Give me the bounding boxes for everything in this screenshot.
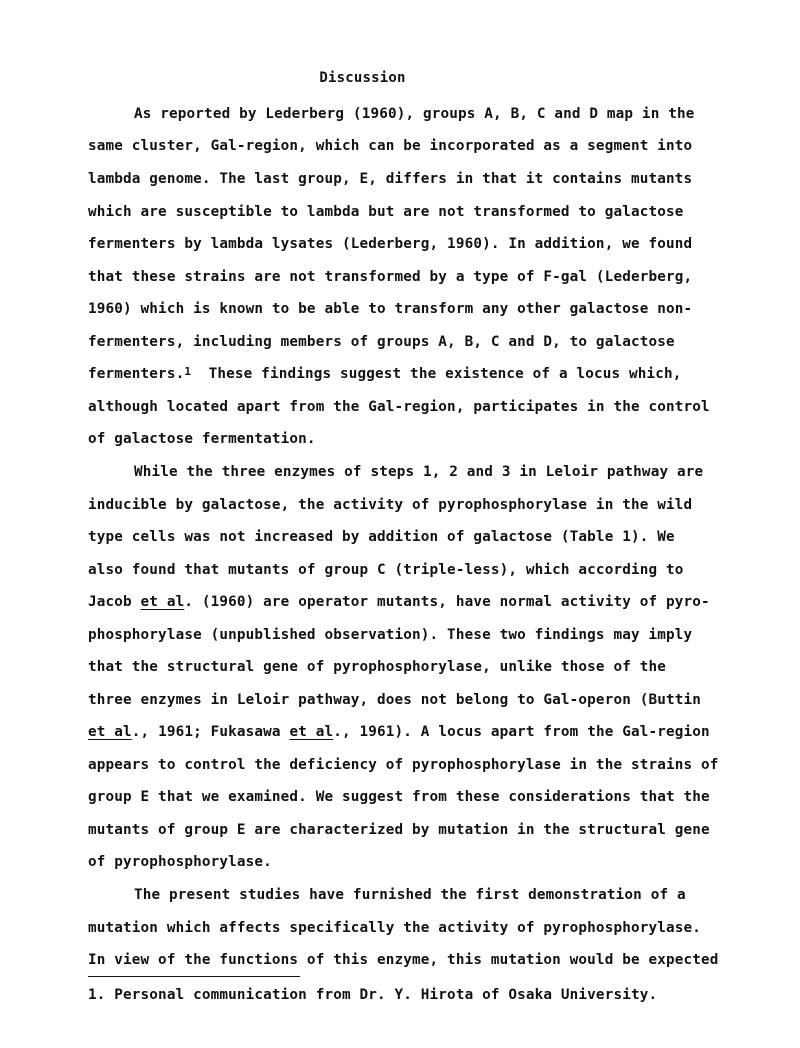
paragraph-1-line-11: of galactose fermentation.: [88, 431, 316, 447]
paragraph-1-line-7: 1960) which is known to be able to transform any other galactose non-: [88, 301, 693, 317]
paragraph-3-line-2: mutation which affects specifically the activity of pyrophosphorylase.: [88, 920, 702, 936]
paragraph-1-line-2: same cluster, Gal-region, which can be incorporated as a segment into: [88, 138, 693, 154]
italic-citation: et al: [289, 724, 334, 740]
paragraph-1-line-9: [88, 366, 682, 382]
paragraph-2-line-7: that the structural gene of pyrophosphorylase, unlike those of the: [88, 659, 666, 675]
paragraph-2-line-8: three enzymes in Leloir pathway, does not belong to Gal-operon (Buttin: [88, 692, 702, 708]
paragraph-2-line-3: type cells was not increased by addition of galactose (Table 1). We: [88, 529, 675, 545]
paragraph-2-line-12: mutants of group E are characterized by mutation in the structural gene: [88, 822, 710, 838]
line-text: Jacob: [88, 594, 141, 610]
paragraph-1-line-1: As reported by Lederberg (1960), groups A, B, C and D map in the: [134, 106, 695, 122]
paragraph-1-line-8: fermenters, including members of groups A, B, C and D, to galactose: [88, 334, 675, 350]
paragraph-1-line-3: lambda genome. The last group, E, differs in that it contains mutants: [88, 171, 693, 187]
paragraph-2-line-2: inducible by galactose, the activity of pyrophosphorylase in the wild: [88, 497, 693, 513]
line-text: These findings suggest the existence of a locus which,: [208, 366, 682, 382]
footnote: 1. Personal communication from Dr. Y. Hirota of Osaka University.: [88, 987, 658, 1003]
line-text: . (1960) are operator mutants, have normal activity of pyro-: [184, 594, 710, 610]
paragraph-2-line-13: of pyrophosphorylase.: [88, 854, 272, 870]
paragraph-2-line-11: group E that we examined. We suggest from these considerations that the: [88, 789, 710, 805]
paragraph-3-line-3: In view of the functions of this enzyme, this mutation would be expected: [88, 952, 719, 968]
line-text: ., 1961). A locus apart from the Gal-region: [333, 724, 710, 740]
paragraph-1-line-5: fermenters by lambda lysates (Lederberg, 1960). In addition, we found: [88, 236, 693, 252]
italic-citation: et al: [140, 594, 185, 610]
line-text: ., 1961; Fukasawa: [131, 724, 290, 740]
paragraph-2-line-5: [88, 594, 710, 610]
paragraph-2-line-4: also found that mutants of group C (triple-less), which according to: [88, 562, 684, 578]
paragraph-1-line-6: that these strains are not transformed by a type of F-gal (Lederberg,: [88, 269, 693, 285]
paragraph-1-line-4: which are susceptible to lambda but are not transformed to galactose: [88, 204, 684, 220]
footnote-divider: [88, 976, 300, 977]
paragraph-2-line-1: While the three enzymes of steps 1, 2 and 3 in Leloir pathway are: [134, 464, 704, 480]
paragraph-3-line-1: The present studies have furnished the first demonstration of a: [134, 887, 686, 903]
section-heading: Discussion: [319, 70, 406, 86]
italic-citation: et al: [88, 724, 132, 740]
footnote-marker: 1: [184, 365, 192, 378]
line-text: fermenters.: [88, 366, 185, 382]
paragraph-2-line-9: [88, 724, 710, 740]
paragraph-1-line-10: although located apart from the Gal-region, participates in the control: [88, 399, 710, 415]
paragraph-2-line-6: phosphorylase (unpublished observation). These two findings may imply: [88, 627, 693, 643]
paragraph-2-line-10: appears to control the deficiency of pyrophosphorylase in the strains of: [88, 757, 719, 773]
